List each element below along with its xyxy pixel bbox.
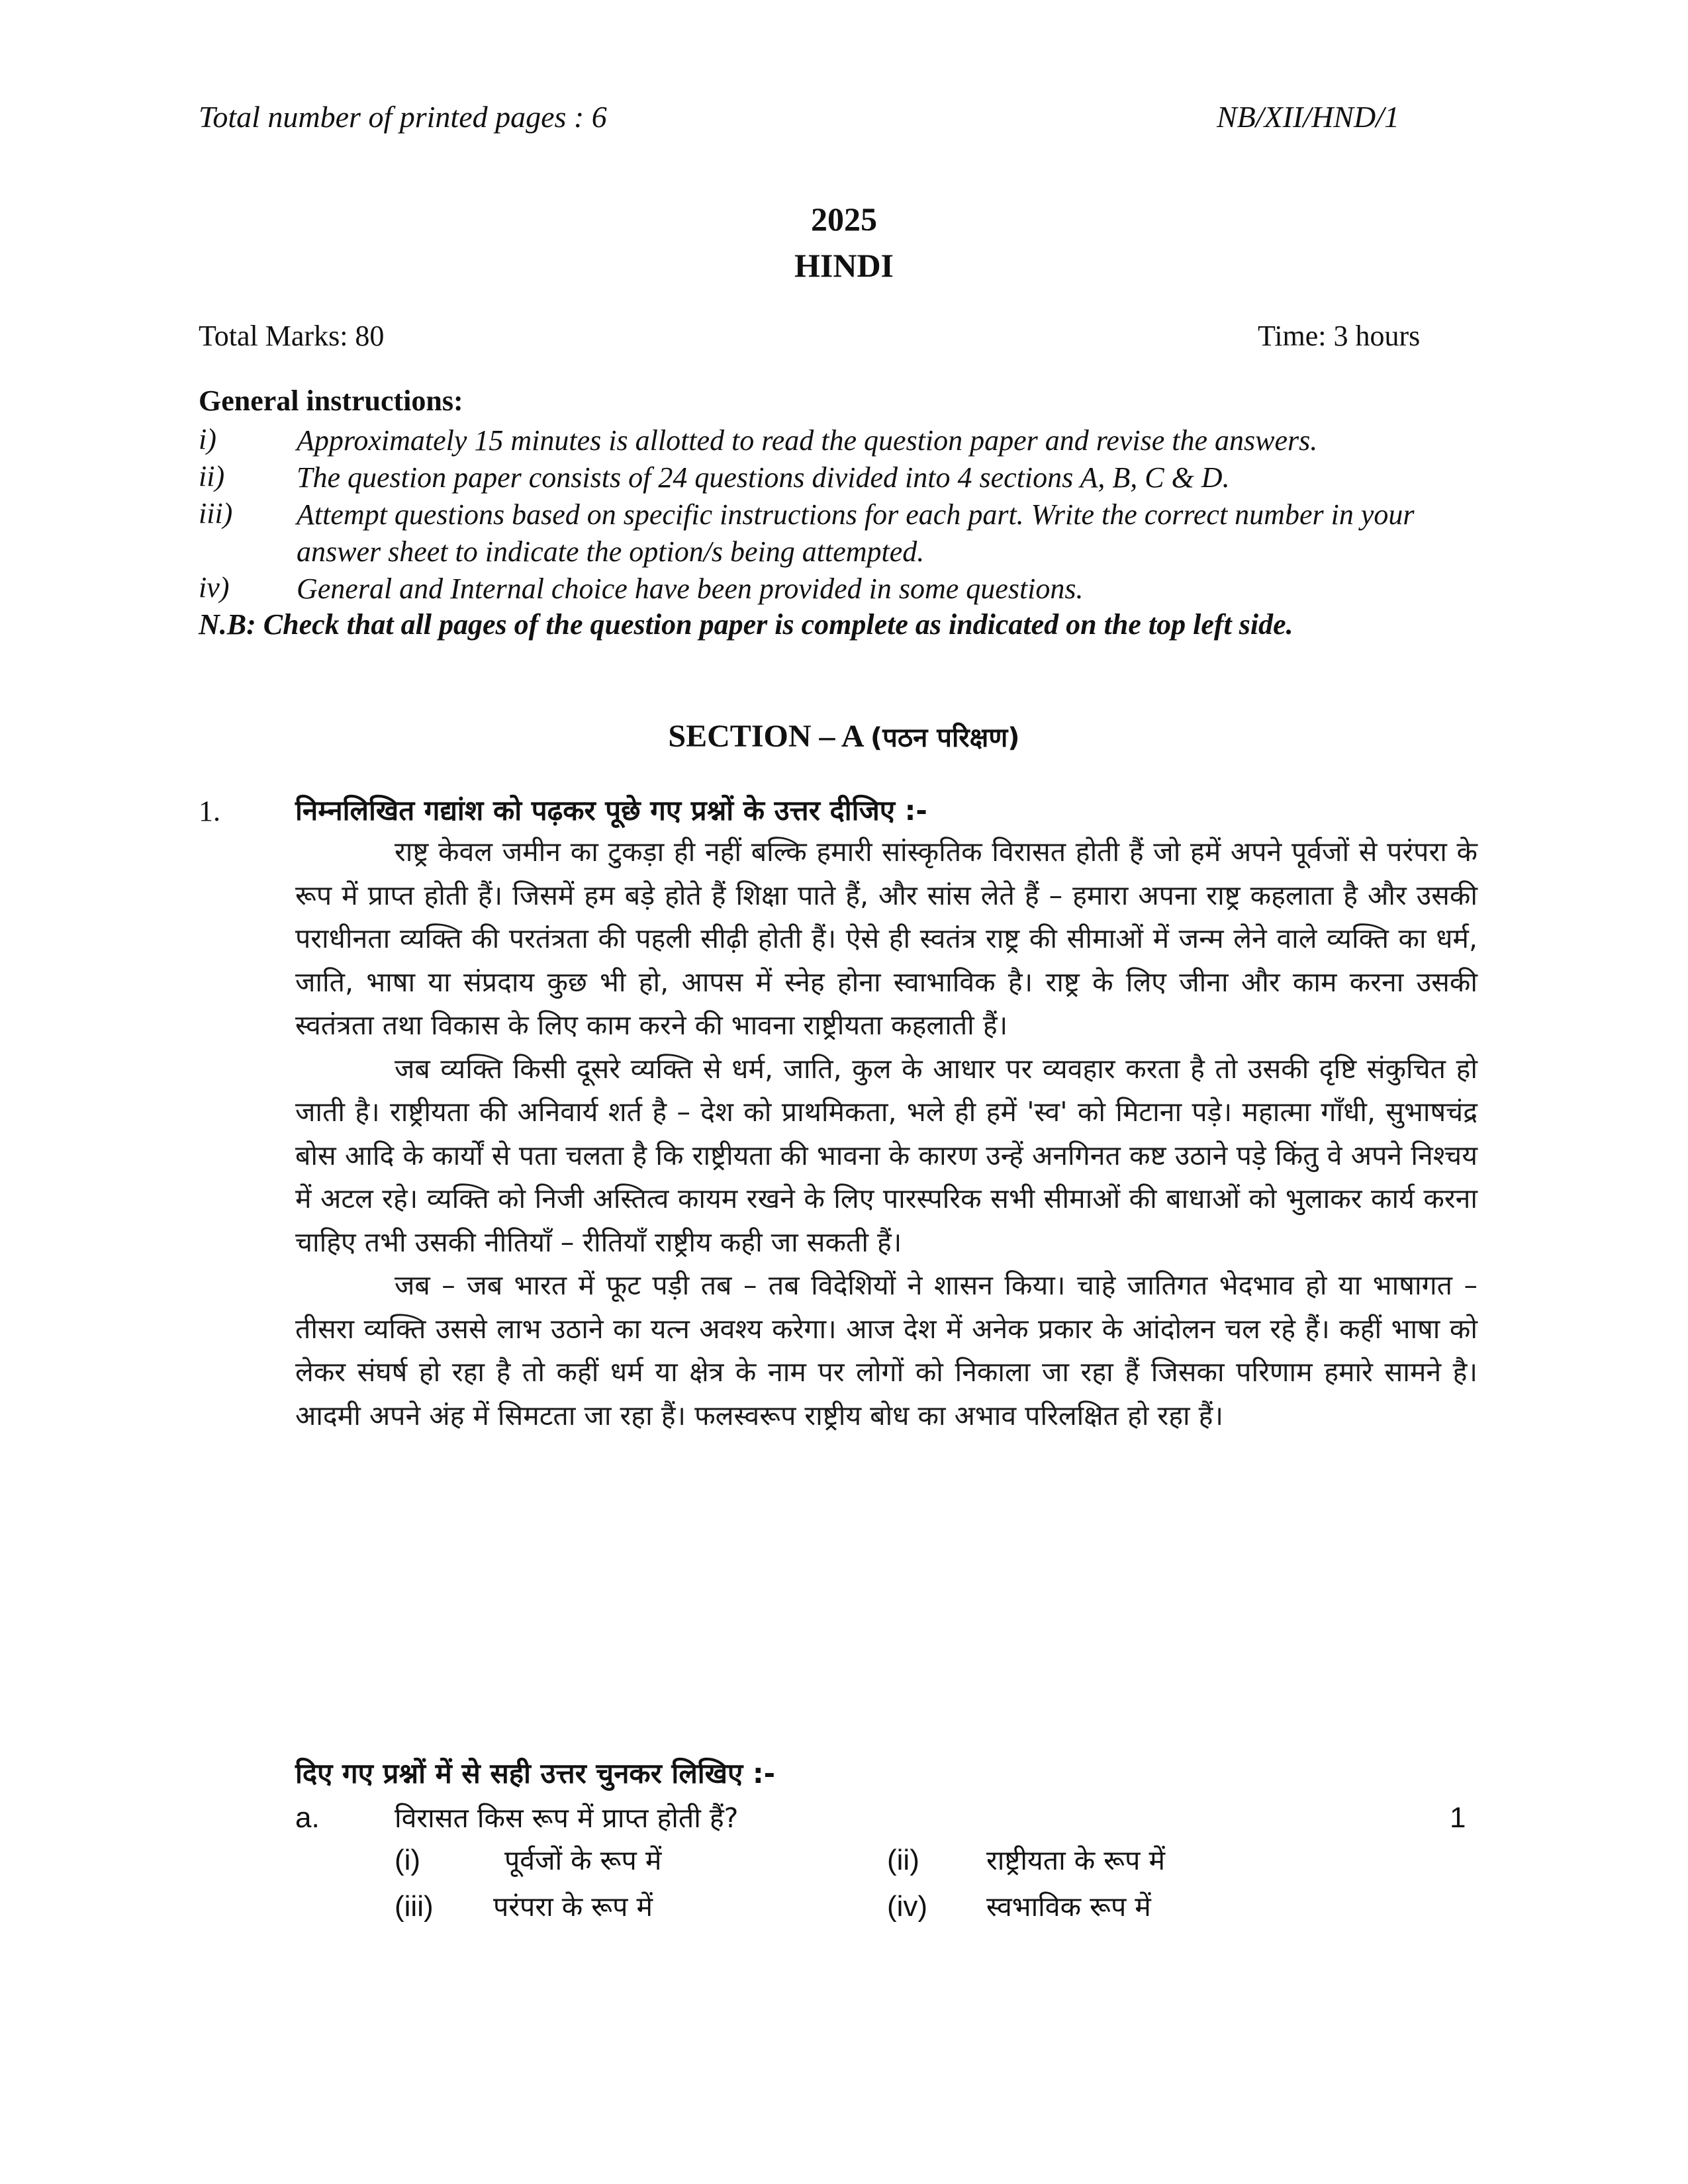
instruction-number: iv) (199, 571, 230, 604)
question-title: निम्नलिखित गद्यांश को पढ़कर पूछे गए प्रश्नों के उत्तर दीजिए :- (295, 794, 927, 827)
option-number: (iv) (887, 1890, 928, 1923)
subject-title: HINDI (794, 247, 894, 284)
passage-paragraph: राष्ट्र केवल जमीन का टुकड़ा ही नहीं बल्कि हमारी सांस्कृतिक विरासत होती हैं जो हमें अपने पूर्वजों से परंपरा के रूप में प्राप्त होती हैं। जिसमें हम बड़े होते हैं शिक्षा पाते हैं, और सांस लेते हैं – हमारा अपना राष्ट्र कहलाता है और उसकी पराधीनता व्यक्ति की परतंत्रता की पहली सीढ़ी होती हैं। ऐसे ही स्वतंत्र राष्ट्र की सीमाओं में जन्म लेने वाले व्यक्ति का धर्म, जाति, भाषा या संप्रदाय कुछ भी हो, आपस में स्नेह होना स्वाभाविक है। राष्ट्र के लिए जीना और काम करना उसकी स्वतंत्रता तथा विकास के लिए काम करने की भावना राष्ट्रीयता कहलाती हैं। (295, 836, 1477, 1041)
passage (295, 831, 1477, 1437)
paper-code: NB/XII/HND/1 (1217, 100, 1399, 134)
instruction-text: Approximately 15 minutes is allotted to read the question paper and revise the answers. (297, 424, 1318, 457)
passage-paragraph: जब – जब भारत में फूट पड़ी तब – तब विदेशियों ने शासन किया। चाहे जातिगत भेदभाव हो या भाषागत – तीसरा व्यक्ति उससे लाभ उठाने का यत्न अवश्य करेगा। आज देश में अनेक प्रकार के आंदोलन चल रहे हैं। कहीं भाषा को लेकर संघर्ष हो रहा है तो कहीं धर्म या क्षेत्र के नाम पर लोगों को निकाला जा रहा हैं जिसका परिणाम हमारे सामने है। आदमी अपने अंह में सिमटता जा रहा हैं। फलस्वरूप राष्ट्रीय बोध का अभाव परिलक्षित हो रहा हैं। (295, 1269, 1477, 1432)
instruction-item (199, 570, 1489, 608)
instruction-item (199, 422, 1489, 459)
instruction-item (199, 459, 1489, 496)
section-heading (0, 718, 1688, 754)
option-number: (ii) (887, 1844, 919, 1876)
instruction-number: i) (199, 423, 216, 455)
option-text: राष्ट्रीयता के रूप में (986, 1844, 1165, 1876)
option-text: पूर्वजों के रूप में (504, 1844, 662, 1876)
total-marks: Total Marks: 80 (199, 320, 385, 352)
choose-instruction: दिए गए प्रश्नों में से सही उत्तर चुनकर लिखिए :- (295, 1757, 776, 1790)
subquestion-text: विरासत किस रूप में प्राप्त होती हैं? (395, 1802, 739, 1834)
time-allowed: Time: 3 hours (1258, 320, 1421, 352)
instruction-number: iii) (199, 497, 233, 529)
question-number: 1. (199, 795, 220, 827)
marks-label: 1 (1450, 1801, 1466, 1834)
printed-pages-label: Total number of printed pages : 6 (199, 100, 607, 134)
instruction-text: General and Internal choice have been provided in some questions. (297, 572, 1084, 605)
option-text: स्वभाविक रूप में (986, 1891, 1151, 1923)
section-title: SECTION – A (668, 719, 863, 754)
option-text: परंपरा के रूप में (493, 1891, 653, 1923)
option-number: (i) (395, 1844, 421, 1876)
subquestion-label: a. (295, 1801, 320, 1834)
instruction-item (199, 496, 1489, 570)
instruction-text: The question paper consists of 24 questions divided into 4 sections A, B, C & D. (297, 461, 1230, 494)
nb-note: N.B: Check that all pages of the question paper is complete as indicated on the top left side. (199, 608, 1293, 641)
exam-year: 2025 (811, 201, 877, 238)
instruction-number: ii) (199, 460, 225, 492)
section-hindi-title: (पठन परिक्षण) (870, 723, 1020, 753)
passage-paragraph: जब व्यक्ति किसी दूसरे व्यक्ति से धर्म, जाति, कुल के आधार पर व्यवहार करता है तो उसकी दृष्टि संकुचित हो जाती है। राष्ट्रीयता की अनिवार्य शर्त है – देश को प्राथमिकता, भले ही हमें 'स्व' को मिटाना पड़े। महात्मा गाँधी, सुभाषचंद्र बोस आदि के कार्यों से पता चलता है कि राष्ट्रीयता की भावना के कारण उन्हें अनगिनत कष्ट उठाने पड़े किंतु वे अपने निश्चय में अटल रहे। व्यक्ति को निजी अस्तित्व कायम रखने के लिए पारस्परिक सभी सीमाओं की बाधाओं को भुलाकर कार्य करना चाहिए तभी उसकी नीतियाँ – रीतियाँ राष्ट्रीय कही जा सकती हैं। (295, 1052, 1477, 1258)
option-number: (iii) (395, 1890, 434, 1923)
instructions-title: General instructions: (199, 385, 463, 417)
instruction-text: Attempt questions based on specific instructions for each part. Write the correct number in your answer sheet to indicate the option/s being attempted. (297, 498, 1415, 568)
